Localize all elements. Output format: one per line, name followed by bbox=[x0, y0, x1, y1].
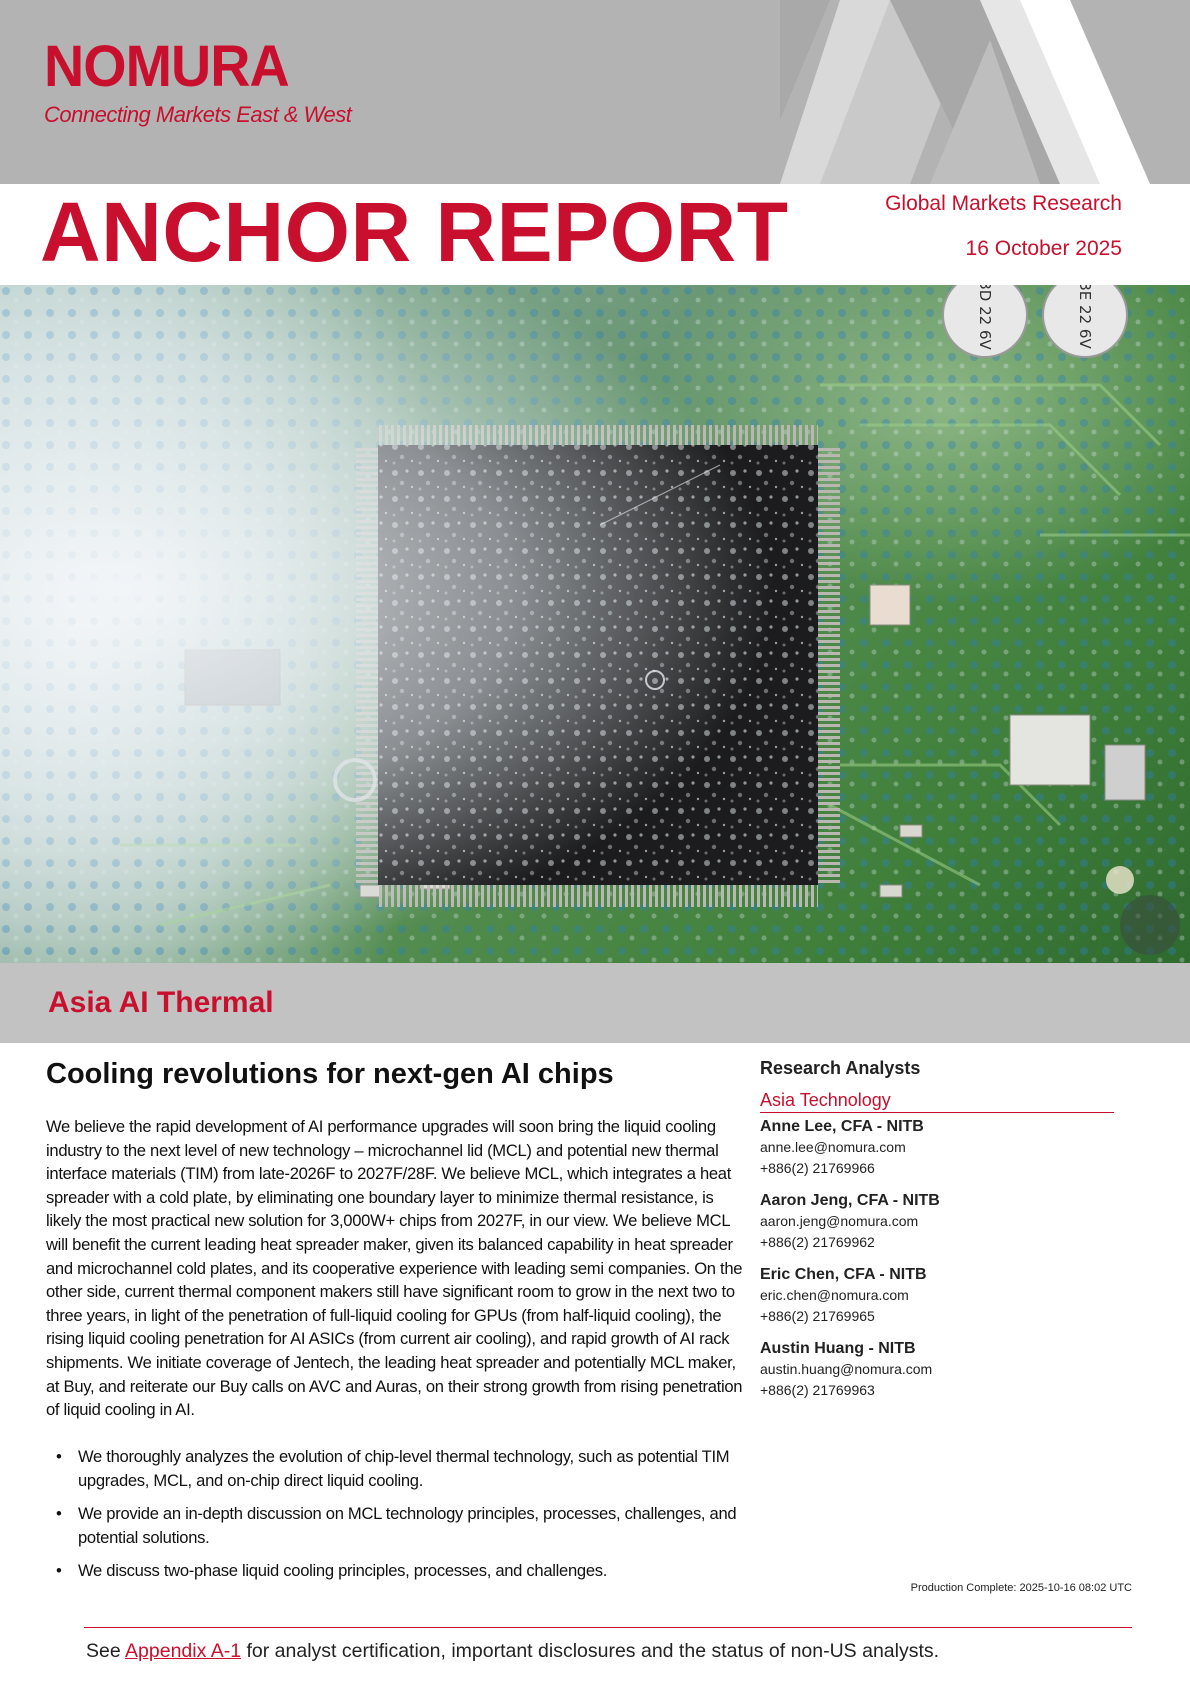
research-team: Asia Technology bbox=[760, 1090, 1114, 1113]
analyst-phone: +886(2) 21769962 bbox=[760, 1234, 875, 1250]
bullet-text: We thoroughly analyzes the evolution of chip-level thermal technology, such as potential TIM upgrades, MCL, and on-chip direct liquid cooling. bbox=[78, 1447, 730, 1490]
research-analysts-title: Research Analysts bbox=[760, 1058, 921, 1078]
circuit-board-chip-photo-icon bbox=[0, 285, 1190, 963]
footer-suffix: for analyst certification, important disclosures and the status of non-US analysts. bbox=[241, 1640, 940, 1662]
analyst-phone: +886(2) 21769965 bbox=[760, 1308, 875, 1324]
analyst-list bbox=[760, 1117, 1120, 1413]
analyst-email[interactable]: aaron.jeng@nomura.com bbox=[760, 1213, 919, 1229]
analyst-email[interactable]: austin.huang@nomura.com bbox=[760, 1361, 933, 1377]
analyst-card bbox=[760, 1117, 1120, 1179]
disclosure-footer bbox=[86, 1640, 939, 1663]
list-item bbox=[56, 1445, 756, 1492]
report-title: ANCHOR REPORT bbox=[40, 185, 789, 279]
nomura-logo bbox=[44, 34, 352, 128]
list-item bbox=[56, 1502, 756, 1549]
production-timestamp: Production Complete: 2025-10-16 08:02 UTC bbox=[910, 1582, 1132, 1594]
logo-wordmark: NOMURA bbox=[44, 34, 289, 99]
appendix-link[interactable]: Appendix A-1 bbox=[125, 1640, 242, 1662]
analyst-phone: +886(2) 21769963 bbox=[760, 1382, 875, 1398]
logo-tagline: Connecting Markets East & West bbox=[44, 102, 352, 127]
bullet-icon: • bbox=[56, 1561, 62, 1581]
analyst-card bbox=[760, 1191, 1120, 1253]
report-date: 16 October 2025 bbox=[965, 237, 1122, 260]
analyst-card bbox=[760, 1265, 1120, 1327]
analyst-email[interactable]: eric.chen@nomura.com bbox=[760, 1287, 909, 1303]
analyst-phone: +886(2) 21769966 bbox=[760, 1160, 875, 1176]
analyst-name: Eric Chen, CFA - NITB bbox=[760, 1266, 927, 1283]
analyst-card bbox=[760, 1339, 1120, 1401]
footer-prefix: See bbox=[86, 1640, 126, 1662]
bullet-icon: • bbox=[56, 1447, 62, 1466]
analyst-name: Austin Huang - NITB bbox=[760, 1340, 916, 1357]
header-band bbox=[0, 0, 1190, 184]
hero-image bbox=[0, 285, 1190, 963]
key-points-list bbox=[56, 1445, 756, 1593]
section-title: Asia AI Thermal bbox=[48, 986, 274, 1019]
bullet-text: We provide an in-depth discussion on MCL technology principles, processes, challenges, and potential solutions. bbox=[78, 1504, 737, 1547]
bullet-text: We discuss two-phase liquid cooling principles, processes, and challenges. bbox=[78, 1561, 608, 1581]
footer-divider bbox=[84, 1627, 1132, 1628]
report-division: Global Markets Research bbox=[885, 192, 1122, 215]
analyst-email[interactable]: anne.lee@nomura.com bbox=[760, 1139, 906, 1155]
bullet-icon: • bbox=[56, 1504, 62, 1524]
list-item bbox=[56, 1559, 756, 1583]
analyst-name: Aaron Jeng, CFA - NITB bbox=[760, 1192, 940, 1209]
article-headline: Cooling revolutions for next-gen AI chips bbox=[46, 1058, 614, 1090]
article-summary: We believe the rapid development of AI performance upgrades will soon bring the liquid cooling industry to the next level of new technology – microchannel lid (MCL) and potential new thermal interface materials (TIM) from late-2026F to 2027F/28F. We believe MCL, which integrates a heat spreader with a cold plate, by eliminating one boundary layer to minimize thermal resistance, is likely the most practical new solution for 3,000W+ chips from 2027F, in our view. We believe MCL will benefit the current leading heat spreader maker, given its balanced capability in heat spreader and microchannel cold plates, and its cooperative experience with leading semi companies. On the other side, current thermal component makers still have significant room to grow in the next two to three years, in light of the penetration of full-liquid cooling for GPUs (from half-liquid cooling), the rising liquid cooling penetration for AI ASICs (from current air cooling), and rapid growth of AI rack shipments. We initiate coverage of Jentech, the leading heat spreader and potentially MCL maker, at Buy, and reiterate our Buy calls on AVC and Auras, on their strong growth from rising penetration of liquid cooling in AI. bbox=[46, 1117, 743, 1420]
section-banner bbox=[0, 963, 1190, 1043]
analyst-name: Anne Lee, CFA - NITB bbox=[760, 1118, 924, 1135]
decorative-triangles bbox=[780, 0, 1180, 184]
